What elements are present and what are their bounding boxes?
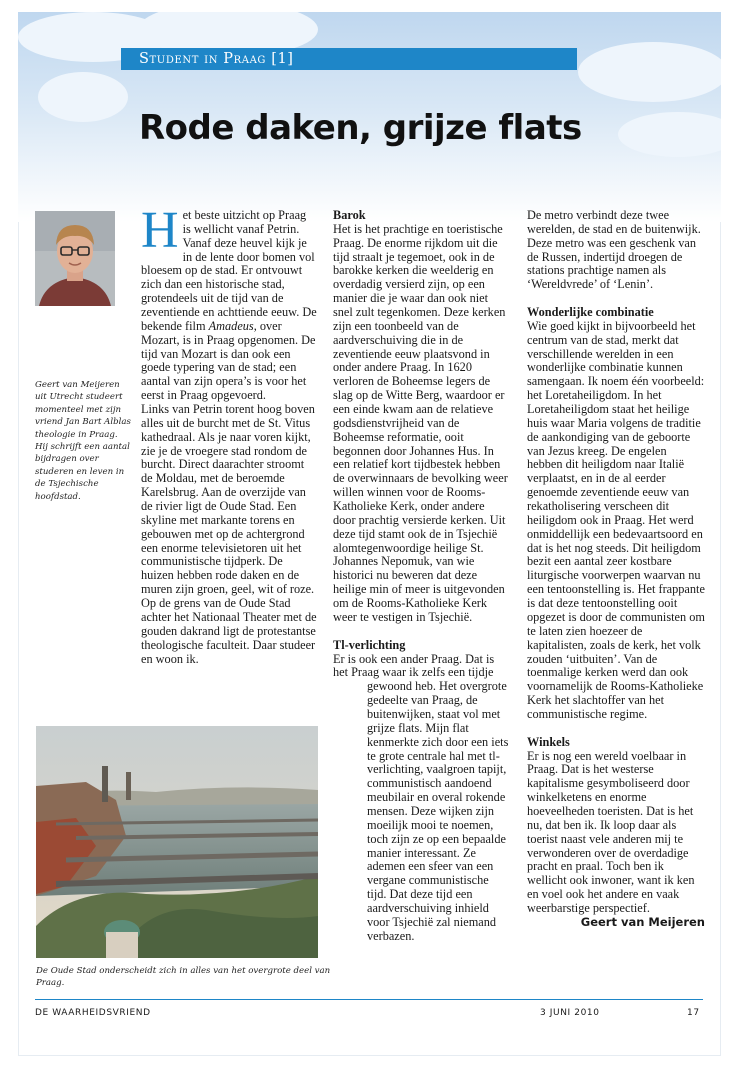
subheading: Wonderlijke combinatie [527, 305, 654, 320]
page-number: 17 [687, 1008, 700, 1018]
series-label: Student in Praag [1] [121, 48, 577, 70]
article-column-2 [333, 209, 509, 944]
paragraph: Wie goed kijkt in bijvoorbeeld het centrum van de stad, merkt dat verschillende werelden in een wonderlijke combinatie kunnen samengaan. Ik noem één voorbeeld: het Loretaheiligdom. In het Loretaheiligdom staat het heilige huis waar Maria volgens de traditie de aankondiging van de geboorte van Jezus kreeg. De engelen hebben dit heiligdom naar Italië verplaatst, en in de al eerder genoemde zeventiende eeuw van rekatholisering verscheen dit heiligdom ook in Praag. Het werd onmiddellijk een bedevaartsoord en dat is het nog steeds. Dit heiligdom bezit een aantal zeer kostbare liturgische voorwerpen waarvan nu een tentoonstelling is. Het frappante is dat deze tentoonstelling ooit opgezet is door de communisten om te laten zien hoezeer de kapitalisten, zoals de kerk, het volk zouden ‘uitbuiten’. Van de toenmalige kerken werd dan ook voornamelijk de Rooms-Katholieke Kerk het slachtoffer van het communistische regime. [527, 318, 705, 721]
subheading: Tl-verlichting [333, 637, 406, 652]
cloud [578, 42, 721, 102]
film-title: Amadeus [208, 318, 254, 333]
author-portrait [35, 211, 115, 306]
cloud [38, 72, 128, 122]
subheading: Winkels [527, 734, 570, 749]
paragraph: Het is het prachtige en toeristische Praag. De enorme rijkdom uit die tijd straalt je tegemoet, ook in de barokke kerken die weelderig en overdadig versierd zijn, op een manier die je waar dan ook niet snel zult tegenkomen. Deze kerken zijn een toonbeeld van de aardverschuiving die in de zeventiende eeuw plaatsvond in onder andere Praag. In 1620 verloren de Boheemse legers de slag op de Witte Berg, waardoor er een einde kwam aan de relatieve godsdienstvrijheid van de Boheemse reformatie, ooit begonnen door Johannes Hus. In een relatief kort tijdbestek hebben de overwinnaars de bevolking weer willen winnen voor de Rooms-Katholieke Kerk, onder andere door prachtig versierde kerken. Uit deze tijd stamt ook de in Tsjechië alomtegenwoordige heilige St. Johannes Nepomuk, van wie historici nu beweren dat deze heilige min of meer is uitgevonden om de Rooms-Katholieke Kerk weer te vestigen in Tsjechië. [333, 221, 508, 624]
author-signature: Geert van Meijeren [580, 914, 705, 929]
photo-caption: De Oude Stad onderscheidt zich in alles van het overgrote deel van Praag. [36, 966, 331, 988]
drop-cap: H [141, 202, 179, 259]
article-column-1 [141, 202, 317, 666]
issue-date: 3 JUNI 2010 [540, 1008, 600, 1018]
magazine-page [18, 12, 721, 1056]
paragraph: De metro verbindt deze twee werelden, de stad en de buitenwijk. Deze metro was een geschenk van de Russen, indertijd droegen de stations prachtige namen als ‘Wereldvrede’ of ‘Lenin’. [527, 208, 701, 292]
footer-rule [35, 999, 703, 1000]
paragraph: Links van Petrin torent hoog boven alles uit de burcht met de St. Vitus kathedraal. Als je naar voren kijkt, zie je de vroegere stad rondom de burcht. Direct daarachter stroomt de Moldau, met de beroemde Karelsbrug. Aan de overzijde van de rivier ligt de Oude Stad. Een skyline met markante torens en gebouwen met op de achtergrond een enorme televisietoren uit het communistische tijdperk. De huizen hebben rode daken en de muren zijn groen, geel, wit of roze. Op de grens van de Oude Stad achter het Nationaal Theater met de gouden dakrand ligt de protestantse theologische faculteit. Daar studeer en woon ik. [141, 402, 317, 666]
subheading: Barok [333, 208, 366, 222]
article-column-3 [527, 209, 705, 930]
paragraph: Er is nog een wereld voelbaar in Praag. Dat is het westerse kapitalisme gesymboliseerd door winkelketens en enorme hoeveelheden toeristen. Dat is het nu, dat ben ik. Ik loop daar als toerist naast vele anderen mij te verwonderen over de overdadige pracht en praal. Toch ben ik wellicht ook inwoner, want ik ken en voel ook het andere en vaak weerbarstige perspectief. [527, 748, 695, 915]
paragraph: gewoond heb. Het overgrote gedeelte van Praag, de buitenwijken, staat vol met grijze flats. Mijn flat kenmerkte zich door een iets te grote centrale hal met tl-verlichting, vaalgroen tapijt, communistisch aandoend meubilair en overal rokende mensen. Deze wijken zijn moeilijk mooi te noemen, toch zijn ze op een bepaalde manier interessant. Ze ademen een sfeer van een vergane communistische tijd. Dat deze tijd een aardverschuiving inhield voor Tsjechië zal niemand verbazen. [367, 679, 509, 943]
paragraph: , over Mozart, is in Praag opgenomen. De tijd van Mozart is dan ook een goede typering van de stad; een aantal van zijn opera’s is voor het eerst in Praag opgevoerd. [141, 318, 316, 403]
paragraph: et beste uitzicht op Praag is wellicht vanaf Petrin. Vanaf deze heuvel kijk je in de lente door bomen vol bloesem op de stad. Er ontvouwt zich dan een historische stad, grotendeels uit de tijd van de zeventiende en achttiende eeuw. De bekende film [141, 208, 317, 333]
paragraph: Er is ook een ander Praag. Dat is het Praag waar ik zelfs een tijdje [333, 651, 495, 680]
portrait-caption: Geert van Meijeren uit Utrecht studeert momenteel met zijn vriend Jan Bart Alblas theologie in Praag. Hij schrijft een aantal bijdragen over studeren en leven in de Tsjechische hoofdstad. [35, 380, 131, 502]
headline: Rode daken, grijze flats [139, 108, 582, 148]
prague-photo [36, 726, 318, 958]
publication-name: DE WAARHEIDSVRIEND [35, 1008, 151, 1018]
